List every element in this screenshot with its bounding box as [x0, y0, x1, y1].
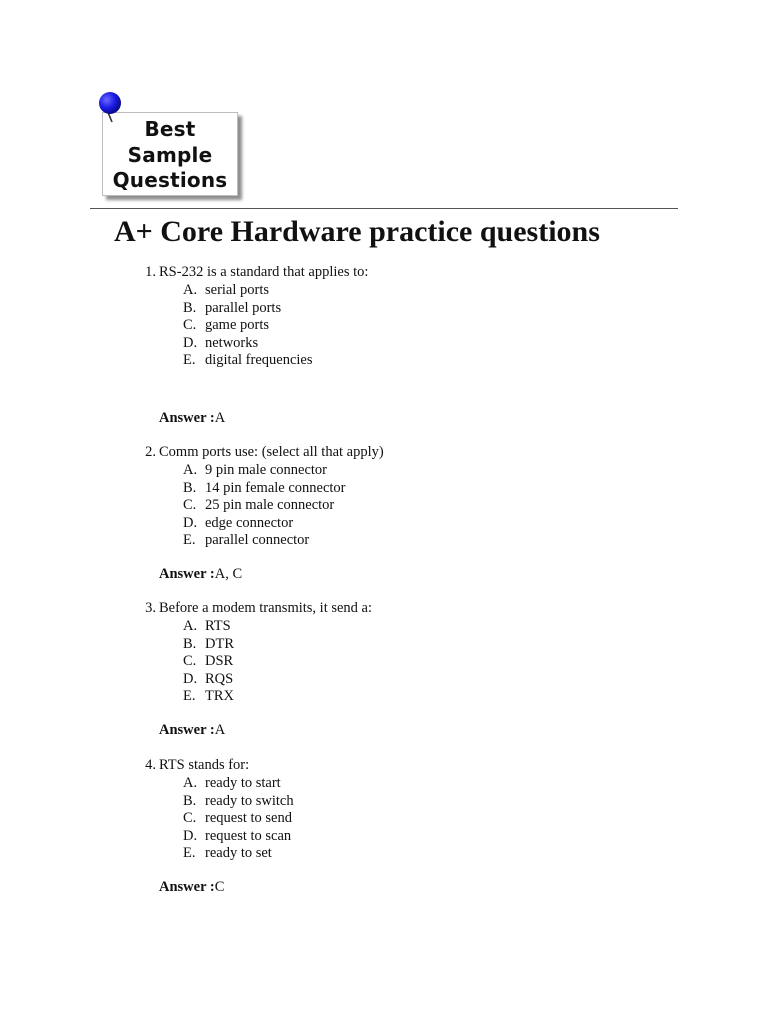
option-d: D. edge connector — [183, 514, 294, 531]
question-text: RS-232 is a standard that applies to: — [159, 264, 369, 280]
logo-line-best: Best — [144, 117, 196, 141]
question-number: 4. — [145, 757, 156, 773]
option-b: B. 14 pin female connector — [183, 479, 346, 496]
option-d: D. RQS — [183, 670, 234, 687]
title-divider — [90, 208, 678, 209]
option-b: B. ready to switch — [183, 792, 294, 809]
option-a: A. 9 pin male connector — [183, 462, 327, 478]
answer-2: Answer :A, C — [159, 566, 243, 582]
best-sample-questions-logo — [92, 90, 252, 205]
option-c: C. request to send — [183, 810, 292, 826]
option-d: D. request to scan — [183, 827, 292, 844]
option-e: E. parallel connector — [183, 532, 310, 548]
option-c: C. DSR — [183, 653, 234, 669]
question-1 — [136, 264, 696, 374]
option-c: C. 25 pin male connector — [183, 497, 335, 513]
pushpin-icon — [94, 90, 124, 124]
question-text: Comm ports use: (select all that apply) — [159, 444, 384, 460]
logo-line-questions: Questions — [112, 168, 228, 192]
option-a: A. serial ports — [183, 282, 270, 298]
logo-card — [102, 112, 238, 196]
option-e: E. ready to set — [183, 845, 272, 861]
logo-line-sample: Sample — [127, 143, 213, 167]
option-b: B. parallel ports — [183, 299, 282, 316]
option-e: E. digital frequencies — [183, 352, 313, 368]
answer-3: Answer :A — [159, 722, 226, 738]
option-d: D. networks — [183, 334, 259, 351]
option-c: C. game ports — [183, 317, 270, 333]
question-2 — [136, 444, 696, 554]
option-e: E. TRX — [183, 688, 234, 704]
option-b: B. DTR — [183, 635, 234, 652]
question-text: Before a modem transmits, it send a: — [159, 600, 373, 616]
question-text: RTS stands for: — [159, 757, 250, 773]
page-title: A+ Core Hardware practice questions — [114, 215, 600, 248]
option-a: A. RTS — [183, 618, 231, 634]
option-a: A. ready to start — [183, 775, 281, 791]
answer-4: Answer :C — [159, 879, 225, 895]
question-4 — [136, 757, 696, 867]
question-number: 1. — [145, 264, 156, 280]
answer-1: Answer :A — [159, 410, 226, 426]
question-number: 3. — [145, 600, 156, 616]
question-number: 2. — [145, 444, 156, 460]
question-3 — [136, 600, 696, 710]
